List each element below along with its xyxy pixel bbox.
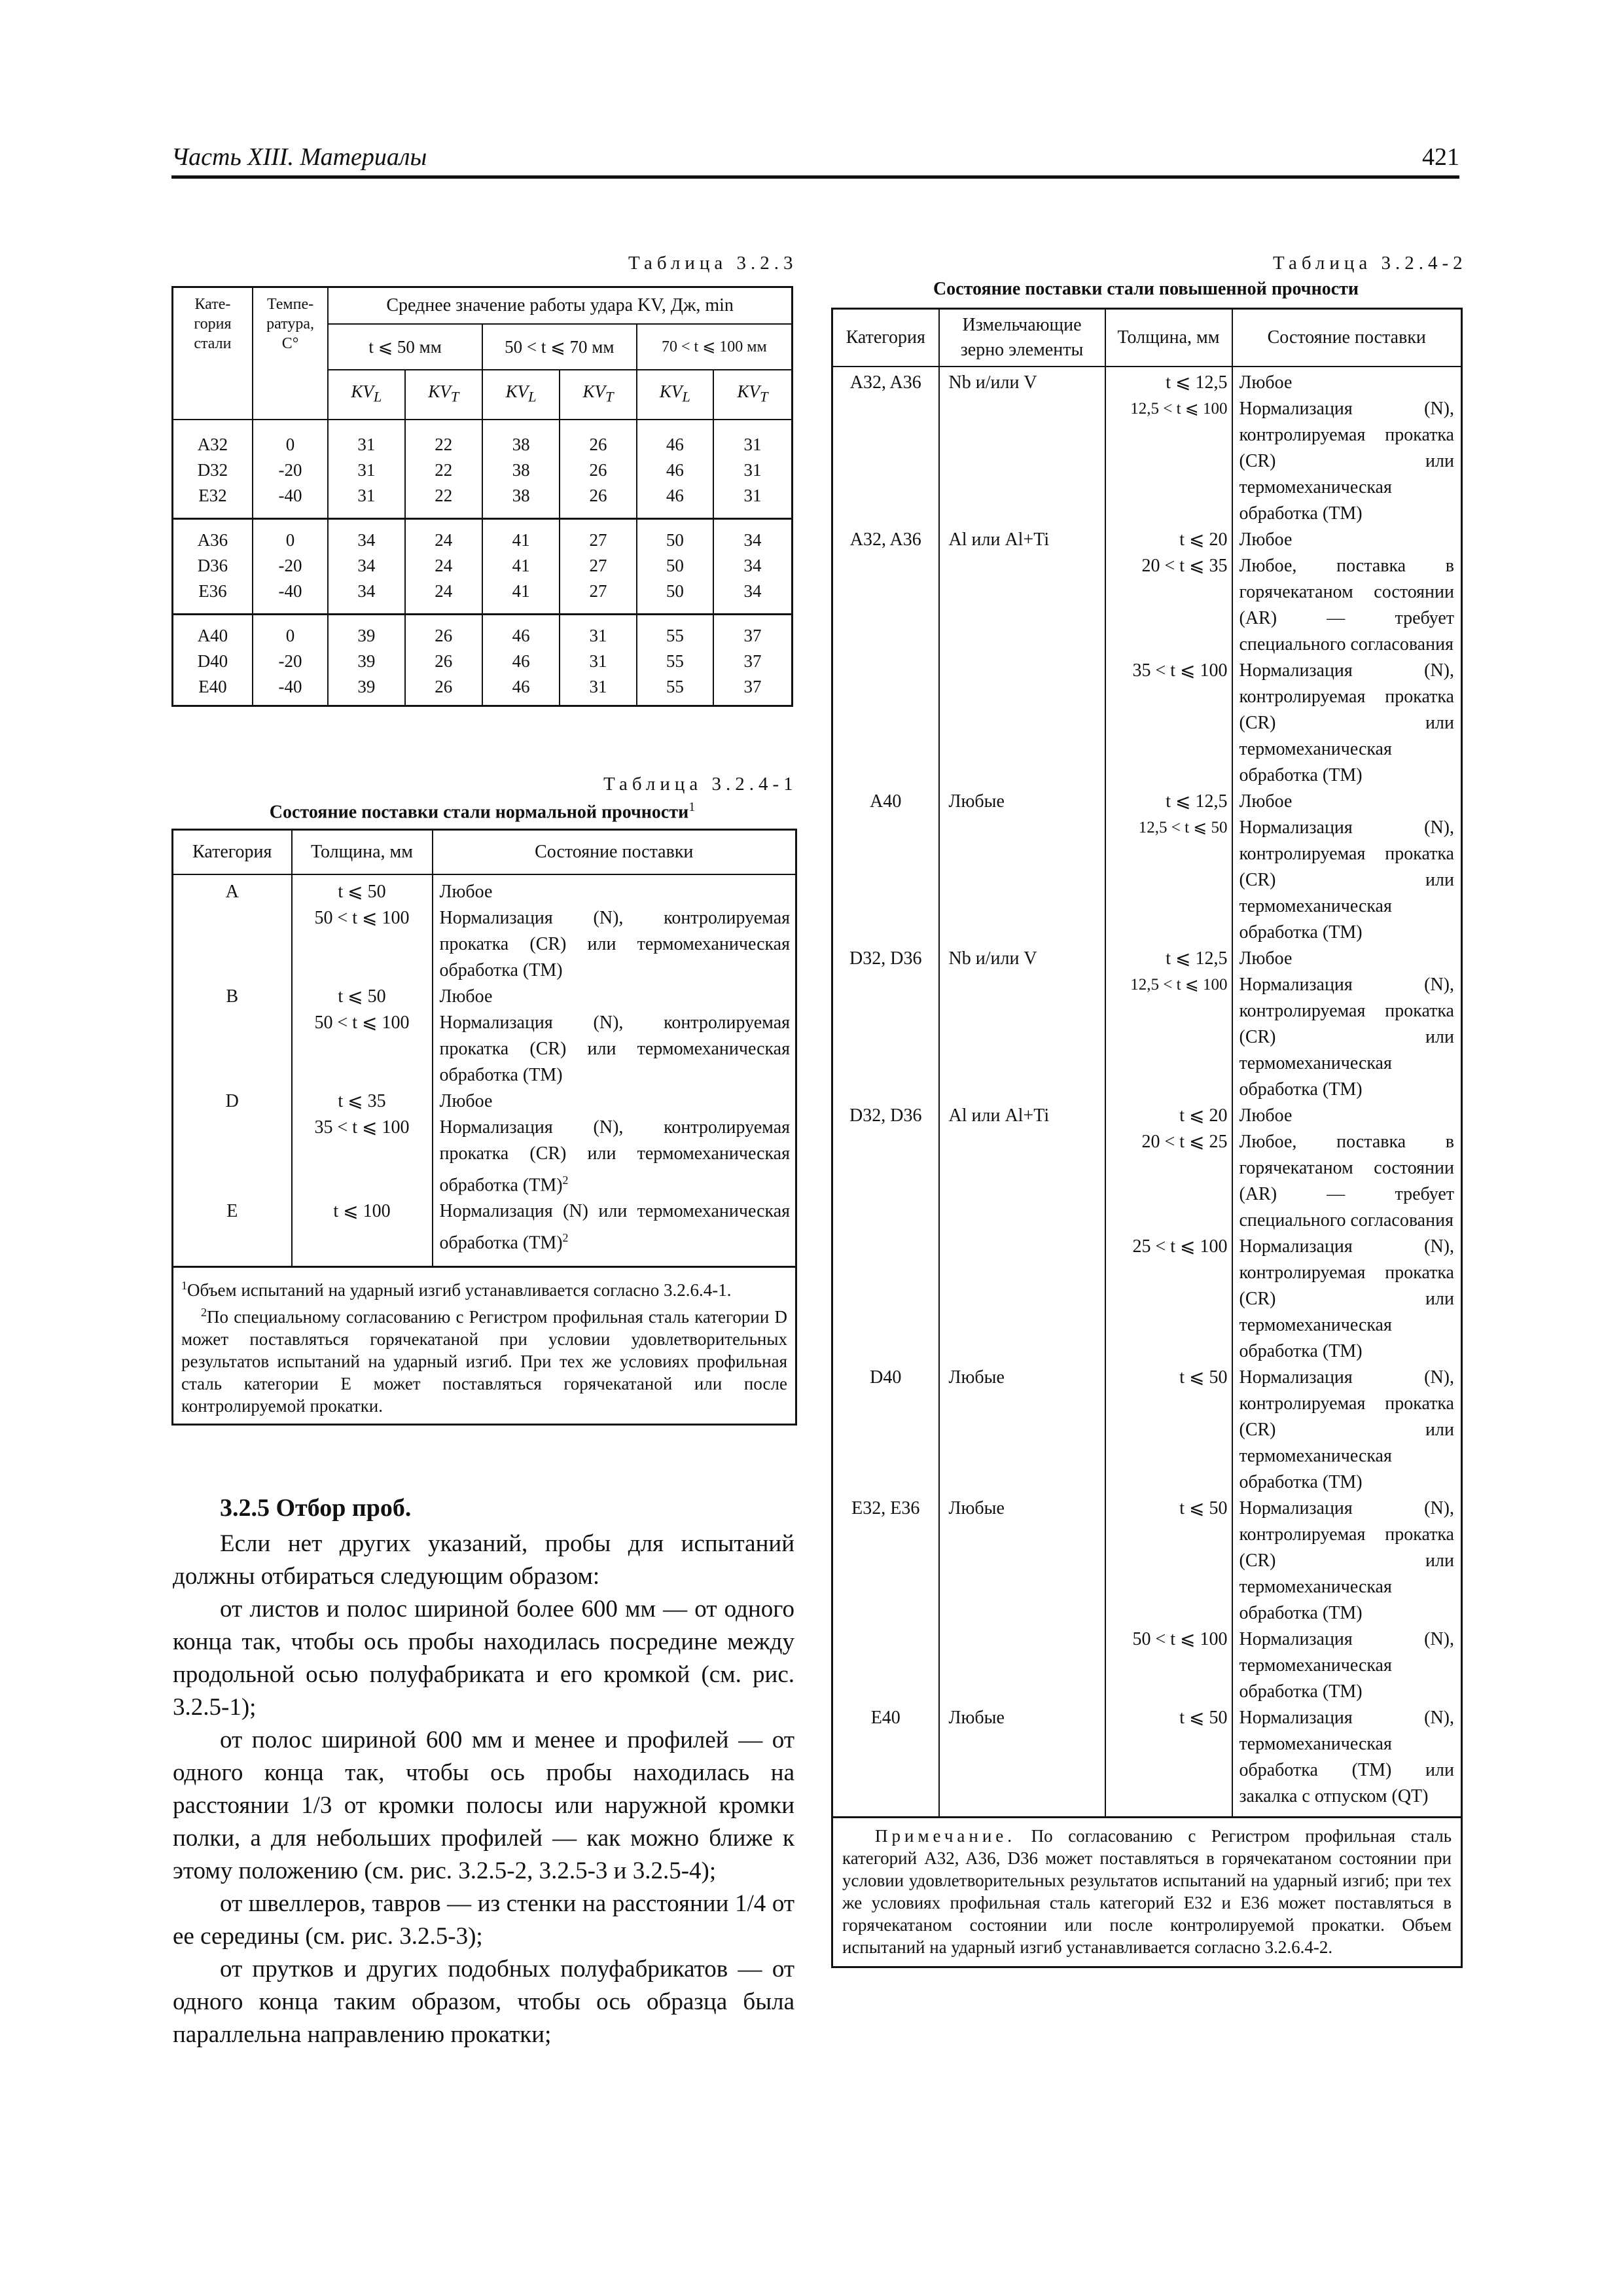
- thickness-cell: 50 < t ⩽ 100: [1105, 1626, 1232, 1705]
- thickness-cell: t ⩽ 50: [1105, 1496, 1232, 1626]
- category-cell: E32, E36: [832, 1496, 939, 1626]
- table-3242-row: [832, 1234, 1462, 1365]
- table-3241-row-a: [173, 874, 796, 984]
- thickness-cell: 20 < t ⩽ 35: [1105, 553, 1232, 658]
- category-cell: A32 D32 E32: [173, 420, 253, 519]
- elements-cell: Al или Al+Ti: [939, 1103, 1105, 1129]
- table-3241-row-e: [173, 1198, 796, 1266]
- category-cell: A40 D40 E40: [173, 614, 253, 706]
- category-cell: A40: [832, 789, 939, 815]
- elements-cell: Любые: [939, 1496, 1105, 1626]
- paragraph: от листов и полос шириной более 600 мм — от одного конца так, чтобы ось пробы находилась посредине между продольной осью полуфабриката и его кромкой (см. рис. 3.2.5-1);: [173, 1596, 794, 1721]
- table-3242: [831, 308, 1463, 1968]
- state-cell: Нормализация (N), контролируемая прокатка (CR) или термомеханическая обработка (TM): [1232, 1234, 1462, 1365]
- thickness-cell: 25 < t ⩽ 100: [1105, 1234, 1232, 1365]
- thickness-cell: 35 < t ⩽ 100: [1105, 658, 1232, 789]
- state-cell: Нормализация (N), контролируемая прокатка (CR) или термомеханическая обработка (TM): [1232, 972, 1462, 1103]
- table-323-group-40: [173, 614, 793, 706]
- state-cell: Любое: [1232, 789, 1462, 815]
- state-cell: Нормализация (N), термомеханическая обработка (TM) или закалка с отпуском (QT): [1232, 1705, 1462, 1818]
- value-cell: 31 31 31: [713, 420, 792, 519]
- table-323-group-36: [173, 518, 793, 614]
- value-cell: 46 46 46: [482, 614, 560, 706]
- temperature-cell: 0 -20 -40: [253, 614, 328, 706]
- table-3242-note: Примечание. По согласованию с Регистром профильная сталь категорий A32, A36, D36 может поставляться в горячекатаном состоянии при условии удовлетворительных результатов испытаний на ударный изгиб; при тех же условиях профильная сталь категорий E32 и E36 может поставляться в горячекатаном состоянии или после контролируемой прокатки. Объем испытаний на ударный изгиб устанавливается согласно 3.2.6.4-2.: [832, 1818, 1462, 1967]
- table-323-thickness-2: 50 < t ⩽ 70 мм: [482, 324, 637, 370]
- category-cell: [832, 815, 939, 946]
- thickness-cell: t ⩽ 100: [292, 1198, 433, 1266]
- table-3241-title: Состояние поставки стали нормальной прочности$^1$: [269, 800, 696, 823]
- elements-cell: [939, 658, 1105, 789]
- elements-cell: [939, 815, 1105, 946]
- table-323-thickness-1: t ⩽ 50 мм: [328, 324, 482, 370]
- table-3242-row: [832, 553, 1462, 658]
- paragraph: от швеллеров, тавров — из стенки на расстоянии 1/4 от ее середины (см. рис. 3.2.5-3);: [173, 1890, 794, 1950]
- table-3241-notes: [173, 1266, 796, 1424]
- state-cell: Нормализация (N), контролируемая прокатка (CR) или термомеханическая обработка (TM): [1232, 815, 1462, 946]
- footnote-2: $^2$По специальному согласованию с Регистром профильная сталь категории D может поставляться горячекатаной при условии удовлетворительных результатов испытаний на ударный изгиб. При тех же условиях профильная сталь категории E может поставляться горячекатаной или после контролируемой прокатки.: [181, 1305, 787, 1416]
- category-cell: [832, 1234, 939, 1365]
- table-3242-row: [832, 367, 1462, 396]
- running-header-title: Часть XIII. Материалы: [171, 143, 427, 171]
- kv-t-header-2: $KV_T$: [560, 370, 636, 420]
- table-3242-header-thickness: Толщина, мм: [1105, 309, 1232, 367]
- elements-cell: Любые: [939, 1705, 1105, 1818]
- category-cell: B: [173, 984, 292, 1088]
- footnote-1: $^1$Объем испытаний на ударный изгиб устанавливается согласно 3.2.6.4-1.: [181, 1278, 732, 1300]
- value-cell: 27 27 27: [560, 518, 636, 614]
- category-cell: [832, 396, 939, 527]
- value-cell: 34 34 34: [713, 518, 792, 614]
- table-3242-row: [832, 1365, 1462, 1496]
- elements-cell: [939, 396, 1105, 527]
- paragraph: от прутков и других подобных полуфабрикатов — от одного конца таким образом, чтобы ось образца была параллельна направлению прокатки;: [173, 1956, 794, 2048]
- category-cell: [832, 1129, 939, 1234]
- table-323-thickness-3: 70 < t ⩽ 100 мм: [637, 324, 793, 370]
- state-cell: Любое, поставка в горячекатаном состоянии (AR) — требует специального согласования: [1232, 553, 1462, 658]
- table-3241-caption: Таблица 3.2.4-1: [603, 774, 798, 795]
- value-cell: 34 34 34: [328, 518, 404, 614]
- thickness-cell: 12,5 < t ⩽ 100: [1105, 972, 1232, 1103]
- table-3242-row: [832, 1129, 1462, 1234]
- elements-cell: [939, 1234, 1105, 1365]
- value-cell: 46 46 46: [637, 420, 713, 519]
- elements-cell: Nb и/или V: [939, 367, 1105, 396]
- thickness-cell: 12,5 < t ⩽ 50: [1105, 815, 1232, 946]
- thickness-cell: t ⩽ 50: [1105, 1705, 1232, 1818]
- header-rule: [171, 175, 1459, 179]
- state-cell: Любое: [1232, 527, 1462, 553]
- value-cell: 22 22 22: [405, 420, 482, 519]
- table-3242-row: [832, 527, 1462, 553]
- value-cell: 31 31 31: [560, 614, 636, 706]
- state-cell: Нормализация (N), контролируемая прокатка (CR) или термомеханическая обработка (TM): [1232, 658, 1462, 789]
- table-323-header-temperature: Темпе- ратура, С°: [253, 287, 328, 420]
- table-3241-header-state: Состояние поставки: [433, 830, 796, 875]
- table-323-caption: Таблица 3.2.3: [628, 253, 798, 274]
- category-cell: [832, 1626, 939, 1705]
- value-cell: 39 39 39: [328, 614, 404, 706]
- category-cell: A: [173, 874, 292, 984]
- state-cell: Нормализация (N), контролируемая прокатка (CR) или термомеханическая обработка (TM): [1232, 396, 1462, 527]
- kv-t-header-3: $KV_T$: [713, 370, 792, 420]
- value-cell: 31 31 31: [328, 420, 404, 519]
- category-cell: A32, A36: [832, 527, 939, 553]
- table-3242-row: [832, 815, 1462, 946]
- state-cell: Любое, поставка в горячекатаном состоянии (AR) — требует специального согласования: [1232, 1129, 1462, 1234]
- table-3242-header-state: Состояние поставки: [1232, 309, 1462, 367]
- elements-cell: [939, 1626, 1105, 1705]
- table-3242-row: [832, 1626, 1462, 1705]
- state-cell: Любое Нормализация (N), контролируемая прокатка (CR) или термомеханическая обработка (TM): [433, 874, 796, 984]
- category-cell: E: [173, 1198, 292, 1266]
- table-3242-row: [832, 1705, 1462, 1818]
- thickness-cell: t ⩽ 12,5: [1105, 789, 1232, 815]
- table-3242-note-row: [832, 1818, 1462, 1967]
- category-cell: A32, A36: [832, 367, 939, 396]
- table-323-header-energy: Среднее значение работы удара KV, Дж, min: [328, 287, 792, 324]
- table-3241-footnotes: [173, 1266, 796, 1424]
- category-cell: D32, D36: [832, 1103, 939, 1129]
- kv-l-header-1: $KV_L$: [328, 370, 404, 420]
- elements-cell: Al или Al+Ti: [939, 527, 1105, 553]
- elements-cell: Nb и/или V: [939, 946, 1105, 972]
- table-3242-row: [832, 1496, 1462, 1626]
- kv-l-header-2: $KV_L$: [482, 370, 560, 420]
- thickness-cell: t ⩽ 50 50 < t ⩽ 100: [292, 874, 433, 984]
- table-323: [171, 286, 793, 707]
- state-cell: Любое Нормализация (N), контролируемая прокатка (CR) или термомеханическая обработка (TM): [433, 984, 796, 1088]
- category-cell: E40: [832, 1705, 939, 1818]
- elements-cell: Любые: [939, 789, 1105, 815]
- table-323-header-category: Кате- гория стали: [173, 287, 253, 420]
- state-cell: Любое: [1232, 946, 1462, 972]
- value-cell: 38 38 38: [482, 420, 560, 519]
- elements-cell: [939, 553, 1105, 658]
- value-cell: 26 26 26: [405, 614, 482, 706]
- table-3241-header-thickness: Толщина, мм: [292, 830, 433, 875]
- category-cell: D40: [832, 1365, 939, 1496]
- thickness-cell: t ⩽ 20: [1105, 1103, 1232, 1129]
- state-cell: Любое: [1232, 1103, 1462, 1129]
- value-cell: 50 50 50: [637, 518, 713, 614]
- state-cell: Нормализация (N) или термомеханическая обработка (TM)$^2$: [433, 1198, 796, 1266]
- table-3242-row: [832, 972, 1462, 1103]
- table-3242-row: [832, 789, 1462, 815]
- paragraph: от полос шириной 600 мм и менее и профилей — от одного конца так, чтобы ось пробы находилась на расстоянии 1/3 от кромки полосы или наружной кромки полки, а для небольших профилей — как можно ближе к этому положению (см. рис. 3.2.5-2, 3.2.5-3 и 3.2.5-4);: [173, 1727, 794, 1884]
- kv-t-header-1: $KV_T$: [405, 370, 482, 420]
- table-3242-header-category: Категория: [832, 309, 939, 367]
- state-cell: Нормализация (N), термомеханическая обработка (TM): [1232, 1626, 1462, 1705]
- category-cell: [832, 972, 939, 1103]
- value-cell: 26 26 26: [560, 420, 636, 519]
- table-3242-title: Состояние поставки стали повышенной прочности: [933, 279, 1359, 299]
- value-cell: 24 24 24: [405, 518, 482, 614]
- kv-l-header-3: $KV_L$: [637, 370, 713, 420]
- value-cell: 55 55 55: [637, 614, 713, 706]
- elements-cell: Любые: [939, 1365, 1105, 1496]
- state-cell: Нормализация (N), контролируемая прокатка (CR) или термомеханическая обработка (TM): [1232, 1496, 1462, 1626]
- table-3242-header-elements: Измельчающие зерно элементы: [939, 309, 1105, 367]
- section-body: [173, 1528, 794, 2051]
- table-3242-row: [832, 1103, 1462, 1129]
- state-cell: Любое Нормализация (N), контролируемая прокатка (CR) или термомеханическая обработка (TM)$^2$: [433, 1088, 796, 1198]
- thickness-cell: t ⩽ 50: [1105, 1365, 1232, 1496]
- table-3242-caption: Таблица 3.2.4-2: [1273, 253, 1467, 274]
- category-cell: D: [173, 1088, 292, 1198]
- thickness-cell: t ⩽ 12,5: [1105, 367, 1232, 396]
- table-3242-body: [832, 367, 1462, 1818]
- thickness-cell: t ⩽ 12,5: [1105, 946, 1232, 972]
- value-cell: 37 37 37: [713, 614, 792, 706]
- thickness-cell: t ⩽ 35 35 < t ⩽ 100: [292, 1088, 433, 1198]
- value-cell: 41 41 41: [482, 518, 560, 614]
- thickness-cell: t ⩽ 20: [1105, 527, 1232, 553]
- table-3241-row-d: [173, 1088, 796, 1198]
- elements-cell: [939, 972, 1105, 1103]
- table-3242-row: [832, 396, 1462, 527]
- section-heading: 3.2.5 Отбор проб.: [220, 1494, 412, 1522]
- thickness-cell: t ⩽ 50 50 < t ⩽ 100: [292, 984, 433, 1088]
- table-3242-row: [832, 658, 1462, 789]
- category-cell: A36 D36 E36: [173, 518, 253, 614]
- paragraph: Если нет других указаний, пробы для испытаний должны отбираться следующим образом:: [173, 1530, 794, 1590]
- state-cell: Нормализация (N), контролируемая прокатка (CR) или термомеханическая обработка (TM): [1232, 1365, 1462, 1496]
- table-3242-row: [832, 946, 1462, 972]
- category-cell: D32, D36: [832, 946, 939, 972]
- thickness-cell: 20 < t ⩽ 25: [1105, 1129, 1232, 1234]
- category-cell: [832, 553, 939, 658]
- state-cell: Любое: [1232, 367, 1462, 396]
- table-3241-header-category: Категория: [173, 830, 292, 875]
- page-number: 421: [1422, 143, 1459, 171]
- temperature-cell: 0 -20 -40: [253, 420, 328, 519]
- category-cell: [832, 658, 939, 789]
- temperature-cell: 0 -20 -40: [253, 518, 328, 614]
- thickness-cell: 12,5 < t ⩽ 100: [1105, 396, 1232, 527]
- table-3241-row-b: [173, 984, 796, 1088]
- table-323-group-32: [173, 420, 793, 519]
- elements-cell: [939, 1129, 1105, 1234]
- table-3241: [171, 829, 797, 1426]
